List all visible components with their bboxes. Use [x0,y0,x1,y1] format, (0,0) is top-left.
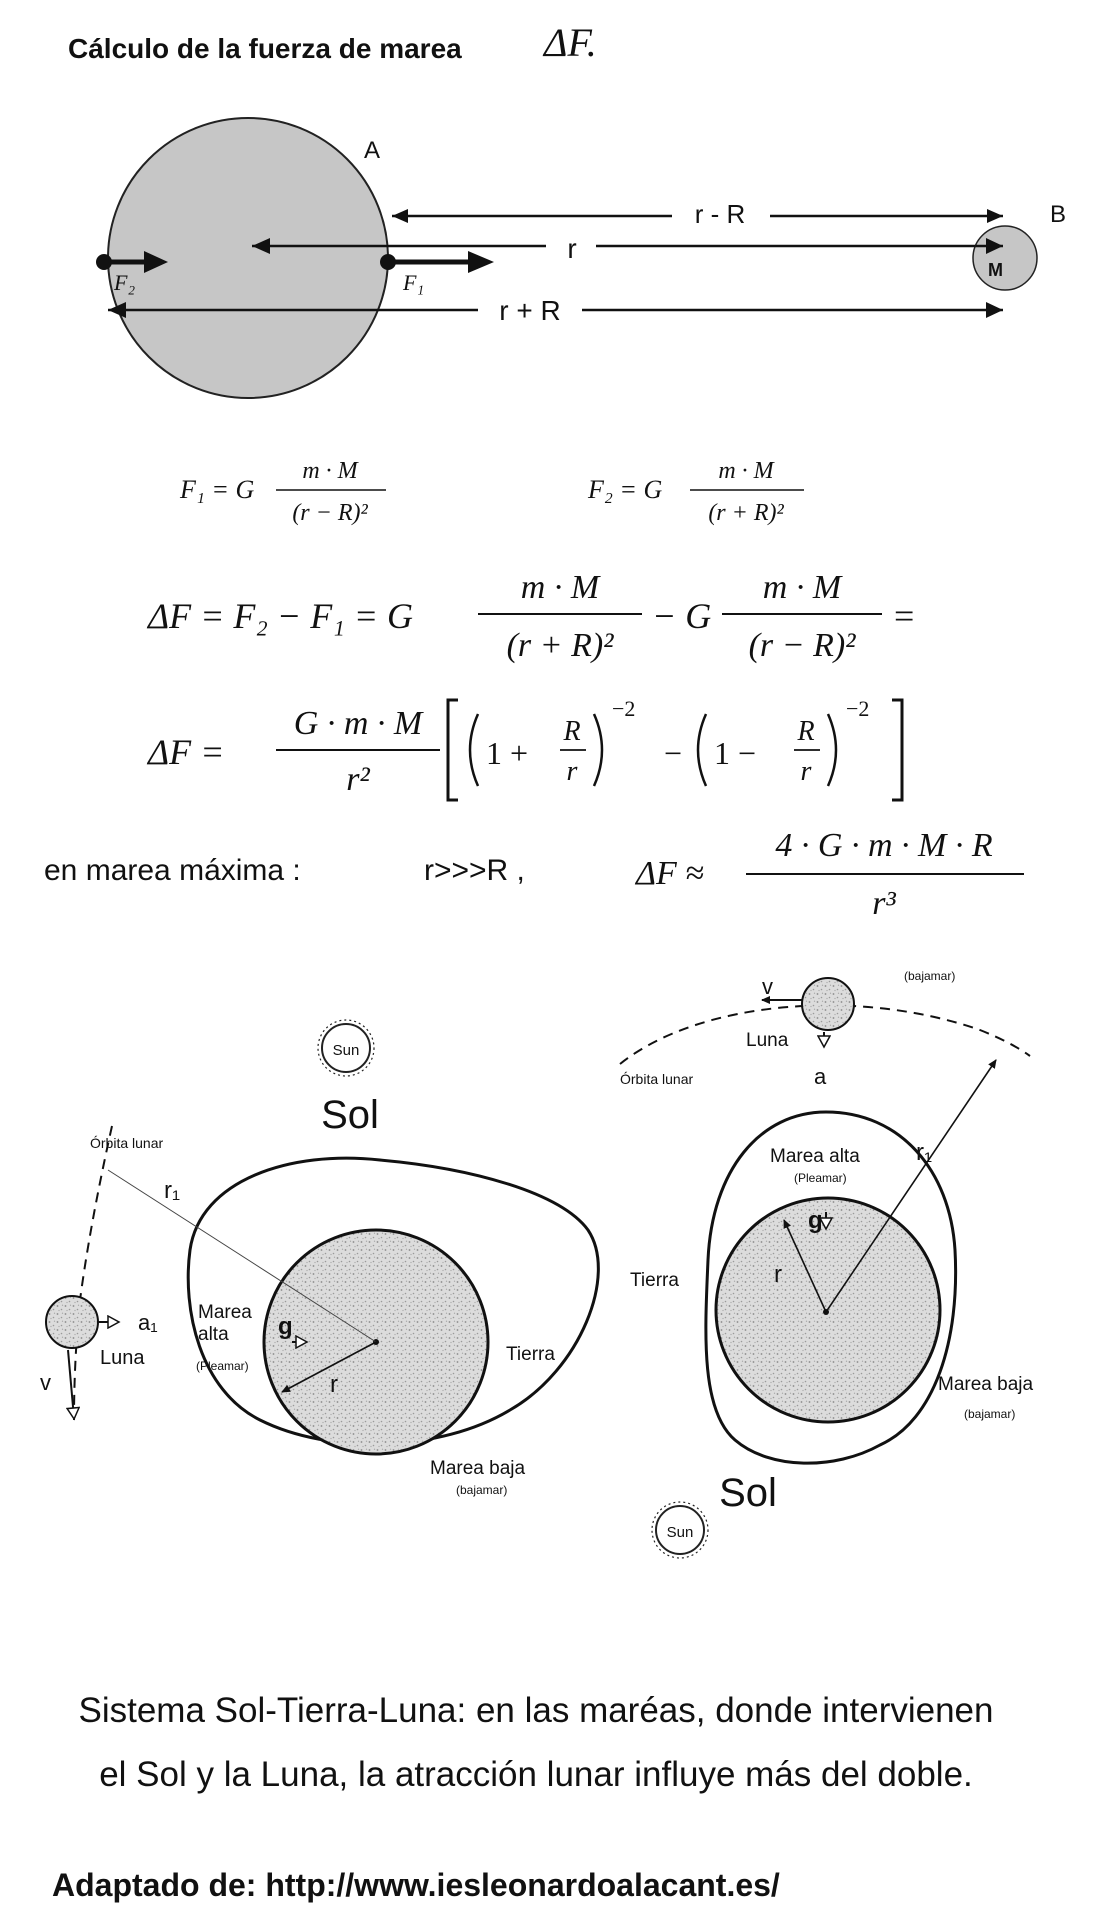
f2-denominator: (r + R)² [708,500,784,526]
formula-f1 [179,458,386,526]
pleamar-label: (Pleamar) [196,1359,249,1373]
df-numerator-2: m · M [762,569,842,606]
df2-denominator: r² [346,761,370,798]
moon-label-right: Luna [746,1030,789,1051]
radius-label: r [330,1371,338,1398]
sun-label: Sol [321,1093,379,1137]
earth-label-right: Tierra [630,1270,679,1291]
r1-label: r₁ [164,1177,181,1204]
force-1-label: F₁ [403,270,425,295]
low-tide-label: Marea baja [430,1458,526,1479]
high-tide-label-1: Marea [198,1302,252,1323]
paren-2-right [828,714,836,786]
df-denominator-2: (r − R)² [748,627,856,664]
top-diagram [96,118,1066,398]
bracket-exponent-2: −2 [846,696,870,721]
right-diagram [620,969,1033,1558]
velocity-label-right: v [762,974,773,999]
point-b-label: B [1050,201,1067,228]
bajamar-label: (bajamar) [456,1483,508,1497]
f1-numerator: m · M [302,458,358,484]
f2-numerator: m · M [718,458,774,484]
dist-r-minus-R-label: r - R [694,199,746,229]
moon-mass-label: M [988,260,1003,280]
moon-body-right [802,978,854,1030]
sun-label-right: Sol [719,1471,777,1515]
gravity-label: g [278,1313,293,1340]
approx-lhs: ΔF ≈ [636,855,704,892]
title-delta-f: ΔF. [544,20,597,65]
dist-r-plus-R-right-arrow [986,302,1003,318]
high-tide-label-2: alta [198,1324,229,1345]
gravity-label-right: g [808,1207,823,1234]
df-equals: = [894,596,915,636]
formula-maximum [44,827,1024,922]
df-minus-g: − G [652,596,712,636]
source-credit: Adaptado de: http://www.iesleonardoalacant.es/ [52,1867,780,1903]
approx-denominator: r³ [872,885,896,922]
moon-body [46,1296,98,1348]
bracket-minus: − [664,735,683,771]
condition-text: r>>>R , [424,854,525,887]
dist-r-label: r [567,233,577,264]
bajamar-label-right: (bajamar) [964,1407,1016,1421]
paren-1-right [594,714,602,786]
velocity-arrow [68,1350,74,1418]
sun-icon-label: Sun [332,1042,360,1059]
bracket-one-minus: 1 − [714,735,757,771]
f1-lhs: F₁ = G [180,475,255,504]
formula-delta-f-expanded [146,696,902,800]
radius-label-right: r [774,1261,782,1288]
lunar-orbit-arc [74,1126,112,1420]
earth-label: Tierra [506,1344,555,1365]
approx-numerator: 4 · G · m · M · R [775,827,993,864]
sun-icon-label-right: Sun [666,1524,694,1541]
page-title: Cálculo de la fuerza de marea [68,33,462,64]
pleamar-label-right: (Pleamar) [794,1171,847,1185]
df-numerator-1: m · M [520,569,600,606]
caption-line-1: Sistema Sol-Tierra-Luna: en las maréas, donde intervienen [78,1691,994,1730]
bracket-left [448,700,458,800]
paren-1-left [470,714,478,786]
bracket-frac-1-den: r [566,756,578,787]
bracket-one-plus: 1 + [486,735,529,771]
orbit-label-right: Órbita lunar [620,1071,694,1087]
dist-r-plus-R-label: r + R [499,295,561,326]
caption-line-2: el Sol y la Luna, la atracción lunar influye más del doble. [99,1755,973,1794]
bracket-frac-2-num: R [797,716,815,747]
df2-lhs: ΔF = [148,732,225,772]
f1-denominator: (r − R)² [292,500,368,526]
moon-sphere [973,226,1037,290]
point-a-label: A [364,137,381,164]
accel-label-right: a [814,1064,827,1089]
dist-r-minus-R-left-arrow [392,209,408,223]
max-tide-text: en marea máxima : [44,854,301,887]
moon-label: Luna [100,1347,145,1369]
f2-lhs: F₂ = G [588,475,663,504]
paren-2-left [698,714,706,786]
formula-delta-f [146,569,914,664]
bracket-frac-2-den: r [800,756,812,787]
bracket-right [892,700,902,800]
velocity-label: v [40,1370,51,1395]
df-lhs: ΔF = F₂ − F₁ = G [148,596,414,636]
bracket-exponent-1: −2 [612,696,636,721]
orbit-label: Órbita lunar [90,1135,164,1151]
bracket-frac-1-num: R [563,716,581,747]
high-tide-label-right: Marea alta [770,1146,860,1167]
low-tide-label-right: Marea baja [938,1374,1034,1395]
force-2-label: F₂ [114,270,136,295]
df2-numerator: G · m · M [293,705,423,742]
df-denominator-1: (r + R)² [506,627,614,664]
moon-accel-label: a₁ [138,1310,158,1335]
left-diagram [40,1020,598,1497]
formula-f2 [587,458,804,526]
dist-r-minus-R-right-arrow [987,209,1003,223]
force-1-arrow [468,251,494,273]
bajamar-top-label: (bajamar) [904,969,956,983]
r1-label-right: r₁ [916,1139,933,1166]
